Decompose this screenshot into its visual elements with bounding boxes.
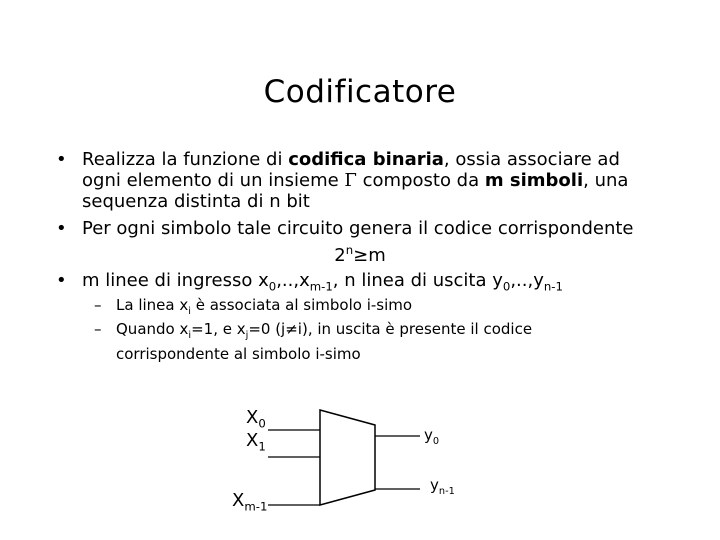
output-label-y0: $y_0$	[424, 426, 440, 447]
subbullet-line: Quando $x_i=1$, e $x_j=0$ (j≠i), in uscita è presente il codice	[116, 320, 533, 341]
bullet-line: Realizza la funzione di codifica binaria, ossia associare ad	[82, 149, 620, 170]
slide-title: Codificatore	[263, 74, 457, 110]
bullet-marker: •	[56, 270, 67, 291]
subbullet-line: corrispondente al simbolo i-simo	[116, 345, 361, 363]
subbullet-text: La linea $x_i$ è associata al simbolo i-simo	[116, 296, 413, 317]
gamma-symbol: Γ	[344, 170, 357, 191]
bullet-text: Per ogni simbolo tale circuito genera il codice corrispondente	[82, 218, 634, 239]
subbullet-marker: –	[94, 296, 102, 314]
bullet-line: ogni elemento di un insieme Γ composto da m simboli, una	[82, 170, 629, 191]
input-label-x0: $X_0$	[246, 407, 266, 431]
output-label-yn: $y_{n-1}$	[430, 476, 455, 497]
bullet-text: m linee di ingresso $x_0,..,x_{m-1}$, n linea di uscita $y_0,..,y_{n-1}$	[82, 270, 563, 294]
bullet-line: sequenza distinta di n bit	[82, 191, 310, 212]
formula: $2^n\ge m$	[334, 243, 386, 266]
input-label-x1: $X_1$	[246, 430, 266, 454]
bullet-marker: •	[56, 149, 67, 170]
encoder-block	[320, 410, 375, 505]
input-label-xm: $X_{m-1}$	[232, 490, 268, 514]
bullet-marker: •	[56, 218, 67, 239]
subbullet-marker: –	[94, 320, 102, 338]
